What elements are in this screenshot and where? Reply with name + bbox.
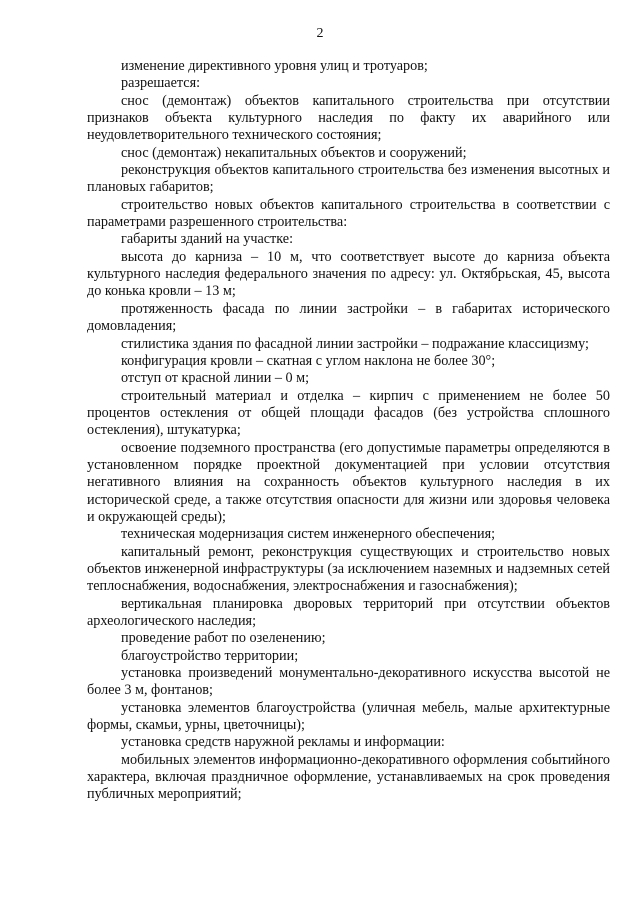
paragraph: высота до карниза – 10 м, что соответствует высоте до карниза объекта культурного наследия федерального значения по адресу: ул. Октябрьская, 45, высота до конька кровли – 13 м;	[87, 248, 610, 300]
paragraph: установка средств наружной рекламы и информации:	[121, 734, 445, 751]
paragraph: снос (демонтаж) некапитальных объектов и сооружений;	[121, 144, 467, 161]
document-body	[87, 58, 610, 804]
paragraph: мобильных элементов информационно-декоративного оформления событийного характера, включая праздничное оформление, устанавливаемых на срок проведения публичных мероприятий;	[87, 751, 610, 803]
paragraph: техническая модернизация систем инженерного обеспечения;	[121, 526, 496, 543]
paragraph: протяженность фасада по линии застройки – в габаритах исторического домовладения;	[87, 300, 610, 335]
paragraph: стилистика здания по фасадной линии застройки – подражание классицизму;	[121, 335, 589, 352]
paragraph: изменение директивного уровня улиц и тротуаров;	[121, 58, 428, 74]
paragraph: разрешается:	[121, 75, 201, 92]
paragraph: капитальный ремонт, реконструкция существующих и строительство новых объектов инженерной инфраструктуры (за исключением наземных и надземных сетей теплоснабжения, водоснабжения, электроснабжения и газоснабжения);	[87, 543, 610, 595]
paragraph: освоение подземного пространства (его допустимые параметры определяются в установленном порядке проектной документацией при условии отсутствия негативного влияния на сохранность объектов культурного наследия в их исторической среде, а также отсутствия опасности для жизни или здоровья человека и окружающей среды);	[87, 439, 610, 525]
paragraph: отступ от красной линии – 0 м;	[121, 370, 310, 387]
paragraph: установка элементов благоустройства (уличная мебель, малые архитектурные формы, скамьи, урны, цветочницы);	[87, 699, 610, 734]
paragraph: строительство новых объектов капитального строительства в соответствии с параметрами разрешенного строительства:	[87, 196, 610, 231]
paragraph: габариты зданий на участке:	[121, 231, 294, 248]
paragraph: снос (демонтаж) объектов капитального строительства при отсутствии признаков объекта культурного наследия по факту их аварийного или неудовлетворительного технического состояния;	[87, 92, 610, 144]
paragraph: вертикальная планировка дворовых территорий при отсутствии объектов археологического наследия;	[87, 595, 610, 629]
paragraph: установка произведений монументально-декоративного искусства высотой не более 3 м, фонтанов;	[87, 665, 610, 699]
paragraph: реконструкция объектов капитального строительства без изменения высотных и плановых габаритов;	[87, 162, 610, 196]
paragraph: строительный материал и отделка – кирпич с применением не более 50 процентов остекления от общей площади фасадов (без устройства сплошного остекления), штукатурка;	[87, 387, 610, 439]
paragraph: проведение работ по озеленению;	[121, 630, 326, 647]
paragraph: благоустройство территории;	[121, 647, 299, 664]
page-number: 2	[316, 26, 324, 41]
paragraph: конфигурация кровли – скатная с углом наклона не более 30°;	[121, 352, 496, 369]
